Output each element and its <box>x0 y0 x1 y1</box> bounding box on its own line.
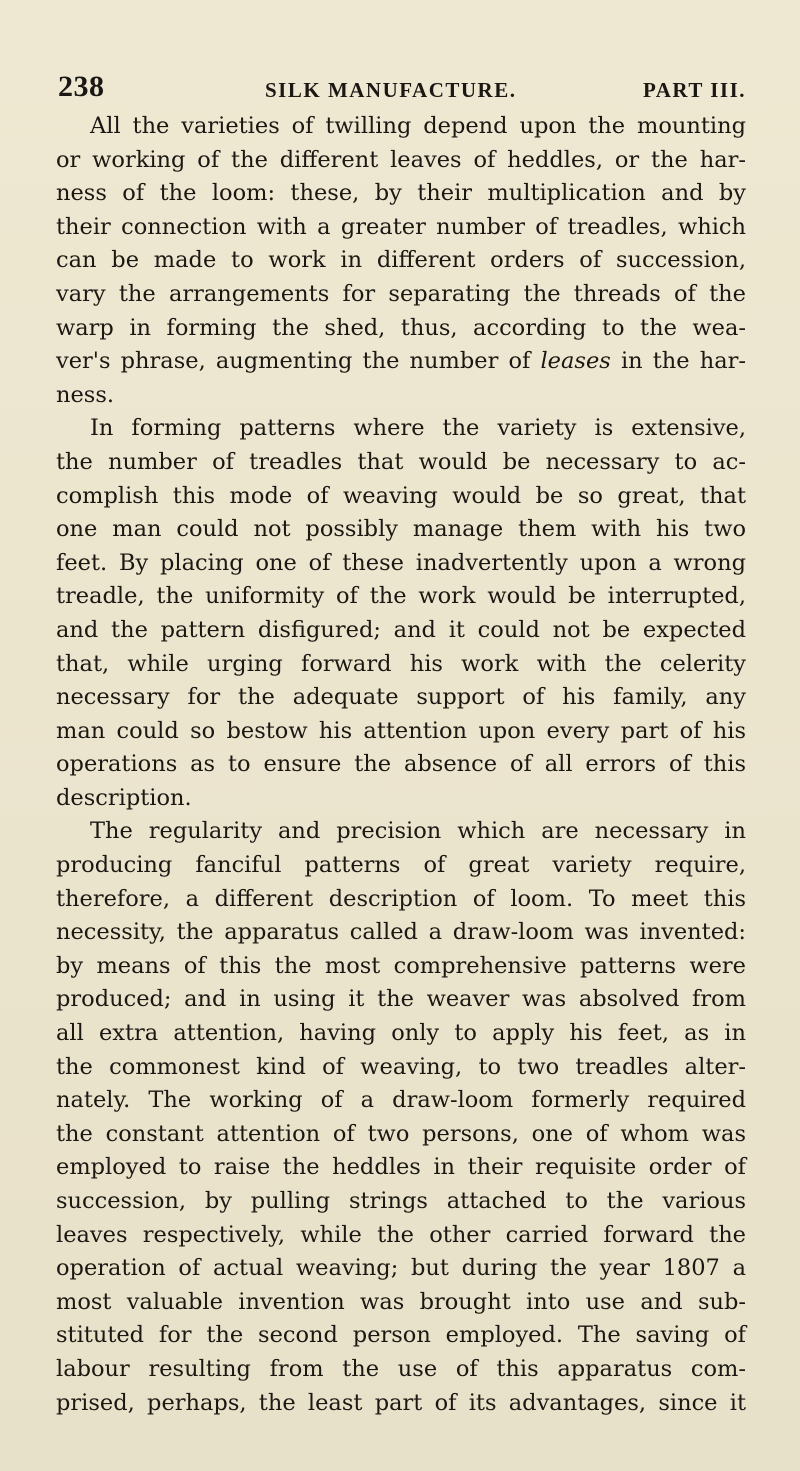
text-line: prised, perhaps, the least part of its advantages, since it <box>56 1389 746 1416</box>
text-line: operations as to ensure the absence of all errors of this <box>56 751 746 778</box>
text-segment: ver's phrase, augmenting the number of <box>56 348 531 375</box>
text-line: can be made to work in different orders of succession, <box>56 247 746 274</box>
text-line: by means of this the most comprehensive patterns were <box>56 952 746 979</box>
text-line: leaves respectively, while the other carried forward the <box>56 1221 746 1248</box>
text-line: necessary for the adequate support of his family, any <box>56 684 746 711</box>
page-number: 238 <box>58 70 105 103</box>
text-line: or working of the different leaves of heddles, or the har- <box>56 146 746 173</box>
text-line: vary the arrangements for separating the threads of the <box>56 280 746 307</box>
text-line: most valuable invention was brought into use and sub- <box>56 1288 746 1315</box>
italic-term: leases <box>540 348 611 375</box>
text-line: employed to raise the heddles in their requisite order of <box>56 1154 746 1181</box>
text-line: the constant attention of two persons, one of whom was <box>56 1120 746 1147</box>
text-line: one man could not possibly manage them with his two <box>56 516 746 543</box>
text-line: the number of treadles that would be necessary to ac- <box>56 448 746 475</box>
text-line: ness of the loom: these, by their multiplication and by <box>56 180 746 207</box>
running-header <box>58 70 746 104</box>
text-line: necessity, the apparatus called a draw-loom was invented: <box>56 919 746 946</box>
text-line: treadle, the uniformity of the work would be interrupted, <box>56 583 746 610</box>
text-line: producing fanciful patterns of great variety require, <box>56 852 746 879</box>
text-segment: in the har- <box>620 348 747 375</box>
text-line: therefore, a different description of loom. To meet this <box>56 885 746 912</box>
text-line: feet. By placing one of these inadvertently upon a wrong <box>56 549 746 576</box>
text-line: nately. The working of a draw-loom formerly required <box>56 1087 746 1114</box>
part-label: PART III. <box>642 78 746 102</box>
text-line: man could so bestow his attention upon every part of his <box>56 717 746 744</box>
text-line: description. <box>56 784 192 811</box>
text-line: their connection with a greater number of treadles, which <box>56 213 746 240</box>
text-line: succession, by pulling strings attached to the various <box>56 1188 746 1214</box>
text-line: the commonest kind of weaving, to two treadles alter- <box>56 1053 746 1080</box>
text-line-with-italic <box>56 345 746 379</box>
running-title: SILK MANUFACTURE. <box>265 78 517 102</box>
text-line: ness. <box>56 381 115 408</box>
text-line: warp in forming the shed, thus, according to the wea- <box>56 314 746 341</box>
text-line: and the pattern disfigured; and it could not be expected <box>56 616 746 643</box>
text-line: In forming patterns where the variety is extensive, <box>90 415 746 442</box>
body-text <box>56 110 746 1420</box>
text-line: operation of actual weaving; but during the year 1807 a <box>56 1255 746 1282</box>
text-line: all extra attention, having only to apply his feet, as in <box>56 1020 746 1047</box>
text-line: stituted for the second person employed. The saving of <box>56 1322 746 1349</box>
text-line: The regularity and precision which are necessary in <box>90 818 746 845</box>
text-line: that, while urging forward his work with the celerity <box>56 650 746 677</box>
text-line: complish this mode of weaving would be so great, that <box>56 482 746 509</box>
text-line: produced; and in using it the weaver was absolved from <box>56 986 746 1013</box>
text-line: labour resulting from the use of this apparatus com- <box>56 1355 746 1382</box>
text-line: All the varieties of twilling depend upon the mounting <box>90 113 746 139</box>
